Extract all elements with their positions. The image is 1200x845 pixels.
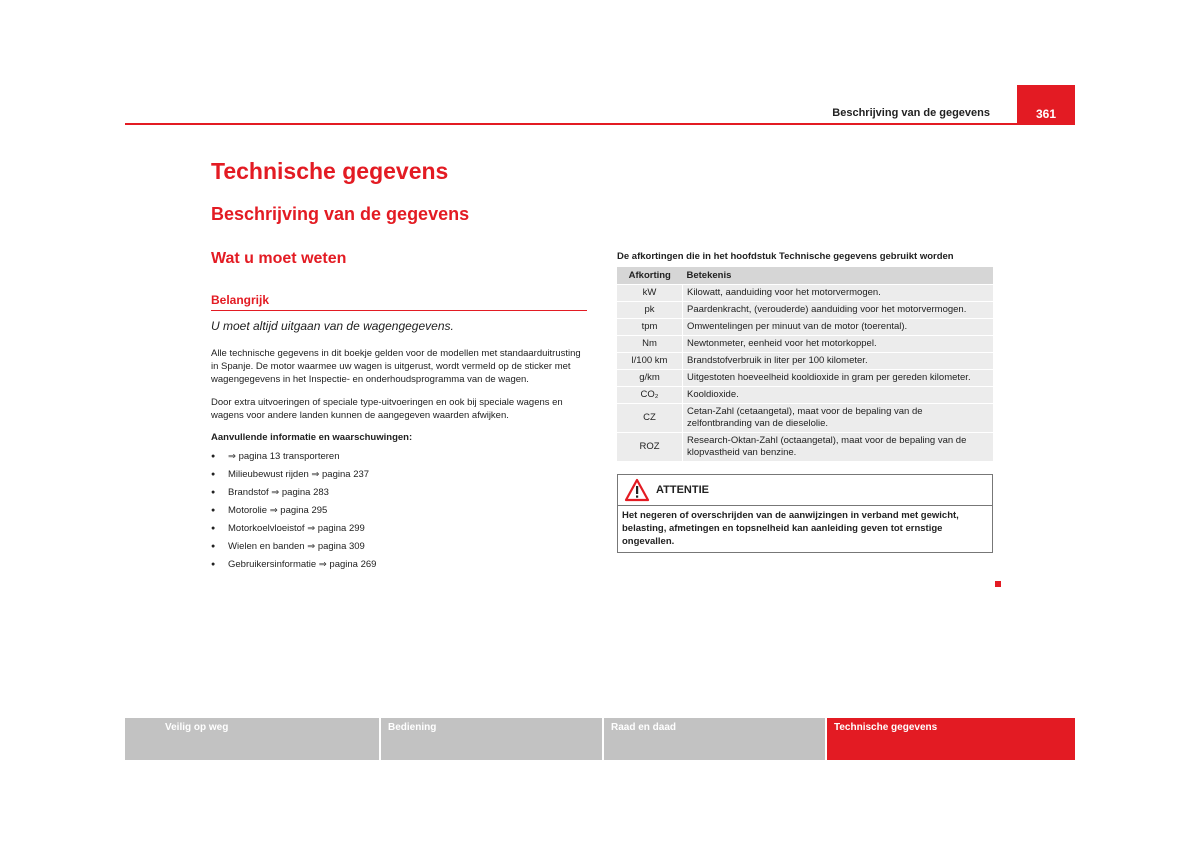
meaning-cell: Paardenkracht, (verouderde) aanduiding voor het motorvermogen. bbox=[683, 302, 994, 319]
abbr-cell: kW bbox=[617, 285, 683, 302]
chapter-title: Technische gegevens bbox=[211, 158, 449, 184]
right-column bbox=[617, 251, 993, 553]
meaning-cell: Research-Oktan-Zahl (octaangetal), maat voor de bepaling van de klopvastheid van benzine. bbox=[683, 433, 994, 462]
intro-text: U moet altijd uitgaan van de wagengegevens. bbox=[211, 319, 454, 333]
abbr-cell: Nm bbox=[617, 336, 683, 353]
reference-item[interactable]: ● ⇒ pagina 13 transporteren bbox=[211, 448, 587, 466]
warning-triangle-icon bbox=[624, 478, 650, 502]
table-row bbox=[617, 285, 993, 302]
left-column bbox=[211, 293, 587, 574]
end-of-section-mark bbox=[995, 581, 1001, 587]
table-row bbox=[617, 319, 993, 336]
table-row bbox=[617, 433, 993, 462]
header-rule bbox=[125, 123, 1075, 125]
meaning-cell: Uitgestoten hoeveelheid kooldioxide in gram per gereden kilometer. bbox=[683, 370, 994, 387]
table-caption: De afkortingen die in het hoofdstuk Technische gegevens gebruikt worden bbox=[617, 251, 954, 262]
abbr-cell: ROZ bbox=[617, 433, 683, 462]
abbr-cell: CZ bbox=[617, 404, 683, 433]
info-heading: Aanvullende informatie en waarschuwingen: bbox=[211, 432, 413, 443]
meaning-cell: Cetan-Zahl (cetaangetal), maat voor de bepaling van de zelfontbranding van de dieselolie. bbox=[683, 404, 994, 433]
reference-item[interactable]: ● Motorolie ⇒ pagina 295 bbox=[211, 502, 587, 520]
table-row bbox=[617, 353, 993, 370]
abbr-cell: tpm bbox=[617, 319, 683, 336]
table-row bbox=[617, 370, 993, 387]
subsection-title: Wat u moet weten bbox=[211, 250, 347, 267]
table-row bbox=[617, 404, 993, 433]
table-row bbox=[617, 387, 993, 404]
abbreviations-table bbox=[617, 267, 993, 462]
abbr-cell: CO₂ bbox=[617, 387, 683, 404]
meaning-cell: Brandstofverbruik in liter per 100 kilometer. bbox=[683, 353, 994, 370]
reference-item[interactable]: ● Milieubewust rijden ⇒ pagina 237 bbox=[211, 466, 587, 484]
tab-raad-en-daad[interactable]: Raad en daad bbox=[604, 718, 825, 760]
abbr-cell: l/100 km bbox=[617, 353, 683, 370]
warning-title: ATTENTIE bbox=[656, 484, 709, 496]
page-number: 361 bbox=[1035, 107, 1057, 121]
tab-technische-gegevens[interactable]: Technische gegevens bbox=[827, 718, 1075, 760]
reference-item[interactable]: ● Gebruikersinformatie ⇒ pagina 269 bbox=[211, 556, 587, 574]
section-title: Beschrijving van de gegevens bbox=[211, 204, 470, 224]
table-row bbox=[617, 302, 993, 319]
abbr-cell: pk bbox=[617, 302, 683, 319]
table-row bbox=[617, 336, 993, 353]
column-header-abbreviation: Afkorting bbox=[617, 267, 683, 285]
meaning-cell: Omwentelingen per minuut van de motor (toerental). bbox=[683, 319, 994, 336]
meaning-cell: Kooldioxide. bbox=[683, 387, 994, 404]
warning-box bbox=[617, 474, 993, 553]
page-number-box bbox=[1017, 85, 1075, 125]
meaning-cell: Kilowatt, aanduiding voor het motorvermogen. bbox=[683, 285, 994, 302]
meaning-cell: Newtonmeter, eenheid voor het motorkoppel. bbox=[683, 336, 994, 353]
tab-bediening[interactable]: Bediening bbox=[381, 718, 602, 760]
running-header: Beschrijving van de gegevens bbox=[832, 107, 990, 119]
important-heading: Belangrijk bbox=[211, 293, 587, 311]
reference-list bbox=[211, 448, 587, 574]
paragraph-1: Alle technische gegevens in dit boekje gelden voor de modellen met standaarduitrusting in Spanje. De motor waarmee uw wagen is uitgerust, wordt vermeld op de sticker met wagengegevens in het Inspectie- en onderhoudsprogramma van de wagen. bbox=[211, 348, 581, 385]
reference-item[interactable]: ● Motorkoelvloeistof ⇒ pagina 299 bbox=[211, 520, 587, 538]
table-header-row bbox=[617, 267, 993, 285]
reference-item[interactable]: ● Wielen en banden ⇒ pagina 309 bbox=[211, 538, 587, 556]
warning-header bbox=[618, 475, 992, 506]
column-header-meaning: Betekenis bbox=[683, 267, 994, 285]
tab-veilig-op-weg[interactable]: Veilig op weg bbox=[125, 718, 379, 760]
paragraph-2: Door extra uitvoeringen of speciale type-uitvoeringen en ook bij speciale wagens en wagens voor andere landen kunnen de aangegeven waarden afwijken. bbox=[211, 397, 563, 421]
reference-item[interactable]: ● Brandstof ⇒ pagina 283 bbox=[211, 484, 587, 502]
abbr-cell: g/km bbox=[617, 370, 683, 387]
warning-text: Het negeren of overschrijden van de aanwijzingen in verband met gewicht, belasting, afmetingen en topsnelheid kan aanleiding geven tot ernstige ongevallen. bbox=[622, 510, 959, 547]
